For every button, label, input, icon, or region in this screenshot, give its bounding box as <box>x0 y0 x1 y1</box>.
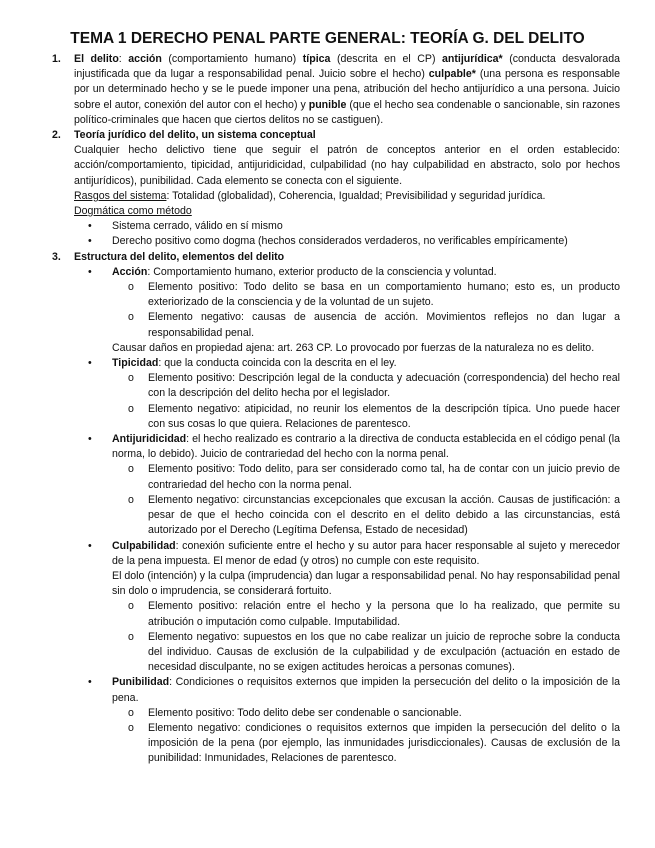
element-label: Culpabilidad <box>112 539 176 552</box>
sub-item-text: Elemento negativo: supuestos en los que no cabe realizar un juicio de reproche sobre la conducta del individuo. Causas de exclusión de la culpabilidad y de exculpación (actuación en estado de necesidad disculpante, no se exigen actitudes heroicas a personas comunes). <box>148 630 620 674</box>
term-tipica: típica <box>302 53 331 65</box>
sub-item-text: Elemento positivo: Todo delito debe ser condenable o sancionable. <box>148 706 462 719</box>
element-body <box>112 539 620 676</box>
negative-element <box>112 310 620 340</box>
negative-element <box>112 630 620 676</box>
positive-element <box>112 462 620 492</box>
section-2 <box>52 128 620 219</box>
text-fragment: : <box>118 53 129 65</box>
element-body <box>112 356 620 432</box>
section-heading: Teoría jurídico del delito, un sistema conceptual <box>74 129 316 142</box>
circle-bullet-icon: o <box>128 281 134 294</box>
element-label: Antijuridicidad <box>112 433 187 446</box>
positive-element <box>112 371 620 401</box>
element-definition <box>112 539 620 569</box>
element-text: : Condiciones o requisitos externos que impiden la persecución del delito o la imposición de la pena. <box>112 676 620 704</box>
section-2-body <box>74 128 620 219</box>
dogmatica-heading: Dogmática como método <box>74 205 192 218</box>
bullet-icon: • <box>88 539 92 552</box>
bullet-icon: • <box>88 235 92 248</box>
bullet-icon: • <box>88 433 92 446</box>
bullet-icon: • <box>88 357 92 370</box>
page-title: TEMA 1 DERECHO PENAL PARTE GENERAL: TEORÍA G. DEL DELITO <box>70 30 585 47</box>
text-fragment: (conducta desvalorada injustificada que da lugar a responsabilidad penal. Juicio sobre el hecho) <box>74 53 620 81</box>
element-text: : conexión suficiente entre el hecho y su autor para hacer responsable al sujeto y merecedor de la pena impuesta. El menor de edad (y otros) no cumple con este requisito. <box>112 539 620 567</box>
bullet-icon: • <box>88 676 92 689</box>
element-text: : Comportamiento humano, exterior producto de la consciencia y voluntad. <box>147 265 497 278</box>
section-1 <box>52 52 620 128</box>
circle-bullet-icon: o <box>128 311 134 324</box>
rasgos-label: Rasgos del sistema <box>74 189 167 202</box>
section-3-heading-wrap <box>74 250 620 265</box>
element-note: Causar daños en propiedad ajena: art. 263 CP. Lo provocado por fuerzas de la naturaleza no es delito. <box>112 341 595 354</box>
sub-item-text: Elemento negativo: condiciones o requisitos externos que impiden la persecución del delito o la imposición de la pena (por ejemplo, las inmunidades jurisdiccionales). Causas de exclusión de la punibilidad: Inmunidades, Relaciones de parentesco. <box>148 721 620 765</box>
circle-bullet-icon: o <box>128 402 134 415</box>
paragraph: Cualquier hecho delictivo tiene que seguir el patrón de conceptos anterior en el orden establecido: acción/comportamiento, tipicidad, antijuridicidad, culpabilidad (no hay culpabilidad en abstracto, solo por hechos antijurídicos), punibilidad. Cada elemento se conecta con el siguiente. <box>74 144 620 187</box>
circle-bullet-icon: o <box>128 463 134 476</box>
bullet-icon: • <box>88 265 92 278</box>
section-number: 2. <box>52 129 61 142</box>
list-item-text: Sistema cerrado, válido en sí mismo <box>112 220 283 233</box>
section-3 <box>52 250 620 265</box>
negative-element <box>112 721 620 767</box>
term-antijuridica: antijurídica* <box>442 53 503 65</box>
text-fragment: (comportamiento humano) <box>161 53 303 65</box>
element-label: Punibilidad <box>112 676 170 689</box>
document-body <box>52 52 620 767</box>
term-culpable: culpable* <box>428 68 476 81</box>
list-item <box>52 234 620 249</box>
element-definition <box>112 356 620 371</box>
element-culpabilidad <box>52 539 620 676</box>
sub-item-text: Elemento positivo: Todo delito se basa en un comportamiento humano; esto es, un producto exteriorizado de la consciencia y de la voluntad de un sujeto. <box>148 281 620 309</box>
section-1-text <box>74 52 620 128</box>
circle-bullet-icon: o <box>128 600 134 613</box>
circle-bullet-icon: o <box>128 721 134 734</box>
term-accion: acción <box>128 53 162 65</box>
sub-item-text: Elemento negativo: causas de ausencia de acción. Movimientos reflejos no dan lugar a responsabilidad penal. <box>148 311 620 339</box>
term-delito: El delito <box>74 53 119 65</box>
rasgos-text: : Totalidad (globalidad), Coherencia, Igualdad; Previsibilidad y seguridad jurídica. <box>166 189 546 202</box>
element-note: El dolo (intención) y la culpa (imprudencia) dan lugar a responsabilidad penal. No hay responsabilidad penal sin dolo o imprudencia, se considerará fortuito. <box>112 569 620 598</box>
element-accion <box>52 265 620 356</box>
element-body <box>112 675 620 766</box>
element-text: : el hecho realizado es contrario a la directiva de conducta establecida en el código penal (la norma, lo debido). Juicio de contrariedad del hecho con la norma penal. <box>112 433 620 461</box>
negative-element <box>112 493 620 539</box>
sub-item-text: Elemento negativo: circunstancias excepcionales que excusan la acción. Causas de justificación: a pesar de que el hecho coincida con el descrito en el delito debido a las circunstancias, está autorizado por el Derecho (Legítima Defensa, Estado de necesidad) <box>148 493 620 537</box>
element-antijuridicidad <box>52 432 620 538</box>
sub-item-text: Elemento positivo: relación entre el hecho y la persona que lo ha realizado, que permite su atribución o imputación como culpable. Imputabilidad. <box>148 600 620 628</box>
sub-item-text: Elemento positivo: Todo delito, para ser considerado como tal, ha de contar con un juicio previo de contrariedad del hecho con la norma penal. <box>148 463 620 491</box>
rasgos-line <box>74 189 620 204</box>
element-punibilidad <box>52 675 620 766</box>
dogmatica-list <box>52 219 620 249</box>
positive-element <box>112 599 620 629</box>
element-text: : que la conducta coincida con la descrita en el ley. <box>158 357 397 370</box>
sub-item-text: Elemento negativo: atipicidad, no reunir los elementos de la descripción típica. Uno puede hacer con sus cosas lo que quiera. Relaciones de parentesco. <box>148 402 620 430</box>
positive-element <box>112 706 620 721</box>
sub-item-text: Elemento positivo: Descripción legal de la conducta y adecuación (correspondencia) del hecho real con la descripción del delito hecha por el legislador. <box>148 372 620 400</box>
text-fragment: (descrita en el CP) <box>330 53 443 65</box>
list-item-text: Derecho positivo como dogma (hechos considerados verdaderos, no verificables empíricamente) <box>112 235 568 248</box>
element-label: Tipicidad <box>112 357 159 370</box>
bullet-icon: • <box>88 220 92 233</box>
list-item <box>52 219 620 234</box>
element-tipicidad <box>52 356 620 432</box>
circle-bullet-icon: o <box>128 706 134 719</box>
text-fragment: (que el hecho sea condenable o sancionable, sin razones político-criminales que hacen que ciertos delitos no se castiguen). <box>74 98 620 126</box>
element-body <box>112 265 620 356</box>
text-fragment: (una persona es responsable por un determinado hecho y se le puede imponer una pena, atribución del hecho antijurídico a una persona. Juicio sobre el autor, conexión del autor con el hecho) y <box>74 68 620 111</box>
element-definition <box>112 265 620 280</box>
element-body <box>112 432 620 538</box>
section-heading: Estructura del delito, elementos del delito <box>74 250 285 263</box>
element-definition <box>112 675 620 705</box>
element-label: Acción <box>112 265 148 278</box>
section-number: 3. <box>52 250 61 263</box>
element-definition <box>112 432 620 462</box>
circle-bullet-icon: o <box>128 493 134 506</box>
term-punible: punible <box>308 98 347 111</box>
section-number: 1. <box>52 53 61 65</box>
negative-element <box>112 402 620 432</box>
circle-bullet-icon: o <box>128 372 134 385</box>
circle-bullet-icon: o <box>128 630 134 643</box>
positive-element <box>112 280 620 310</box>
